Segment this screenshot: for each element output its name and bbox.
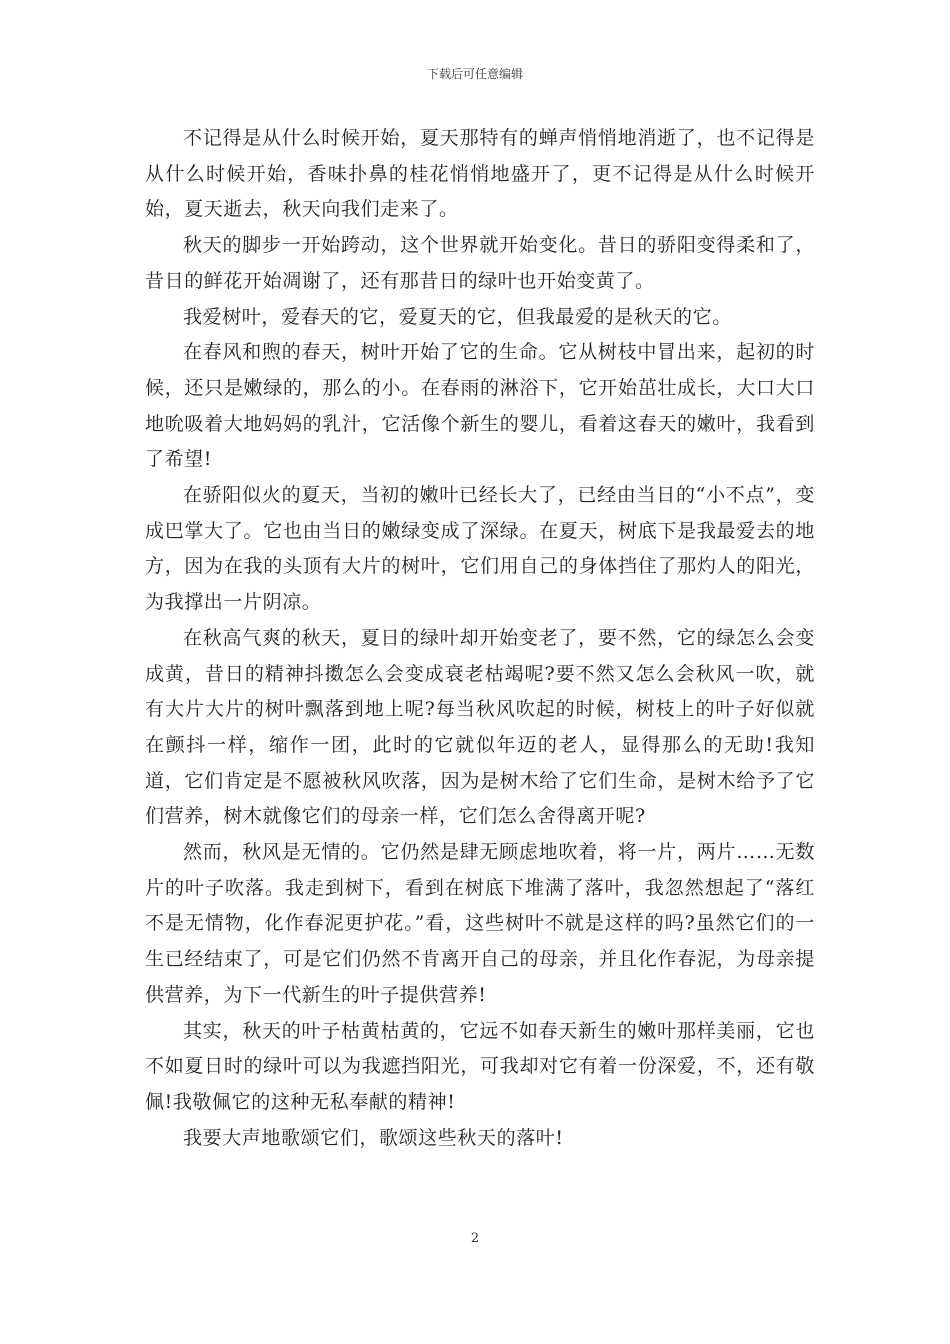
paragraph-9: 我要大声地歌颂它们，歌颂这些秋天的落叶! [183,1126,564,1149]
paragraph-5: 在骄阳似火的夏天，当初的嫩叶已经长大了，已经由当日的“小不点”，变成巴掌大了。它也由当日的嫩绿变成了深绿。在夏天，树底下是我最爱去的地方，因为在我的头顶有大片的树叶，它们用自己的身体挡住了那灼人的阳光，为我撑出一片阴凉。 [145,484,815,614]
paragraph-1: 不记得是从什么时候开始，夏天那特有的蝉声悄悄地消逝了，也不记得是从什么时候开始，香味扑鼻的桂花悄悄地盛开了，更不记得是从什么时候开始，夏天逝去，秋天向我们走来了。 [145,127,815,221]
paragraph-2: 秋天的脚步一开始跨动，这个世界就开始变化。昔日的骄阳变得柔和了，昔日的鲜花开始凋谢了，还有那昔日的绿叶也开始变黄了。 [145,234,815,292]
article-body [145,121,815,1156]
page-number: 2 [470,1231,480,1246]
paragraph-3: 我爱树叶，爱春天的它，爱夏天的它，但我最爱的是秋天的它。 [183,305,732,328]
paragraph-8: 其实，秋天的叶子枯黄枯黄的，它远不如春天新生的嫩叶那样美丽，它也不如夏日时的绿叶可以为我遮挡阳光，可我却对它有着一份深爱，不，还有敬佩!我敬佩它的这种无私奉献的精神! [145,1019,815,1113]
paragraph-6: 在秋高气爽的秋天，夏日的绿叶却开始变老了，要不然，它的绿怎么会变成黄，昔日的精神抖擞怎么会变成衰老枯竭呢?要不然又怎么会秋风一吹，就有大片大片的树叶飘落到地上呢?每当秋风吹起的时候，树枝上的叶子好似就在颤抖一样，缩作一团，此时的它就似年迈的老人，显得那么的无助!我知道，它们肯定是不愿被秋风吹落，因为是树木给了它们生命，是树木给予了它们营养，树木就像它们的母亲一样，它们怎么舍得离开呢? [145,626,815,828]
paragraph-7: 然而，秋风是无情的。它仍然是肆无顾虑地吹着，将一片，两片……无数片的叶子吹落。我走到树下，看到在树底下堆满了落叶，我忽然想起了“落红不是无情物，化作春泥更护花。”看，这些树叶不就是这样的吗?虽然它们的一生已经结束了，可是它们仍然不肯离开自己的母亲，并且化作春泥，为母亲提供营养，为下一代新生的叶子提供营养! [145,841,815,1006]
paragraph-4: 在春风和煦的春天，树叶开始了它的生命。它从树枝中冒出来，起初的时候，还只是嫩绿的，那么的小。在春雨的淋浴下，它开始茁壮成长，大口大口地吮吸着大地妈妈的乳汁，它活像个新生的婴儿，看着这春天的嫩叶，我看到了希望! [145,341,815,471]
page-header: 下载后可任意编辑 [426,67,523,81]
